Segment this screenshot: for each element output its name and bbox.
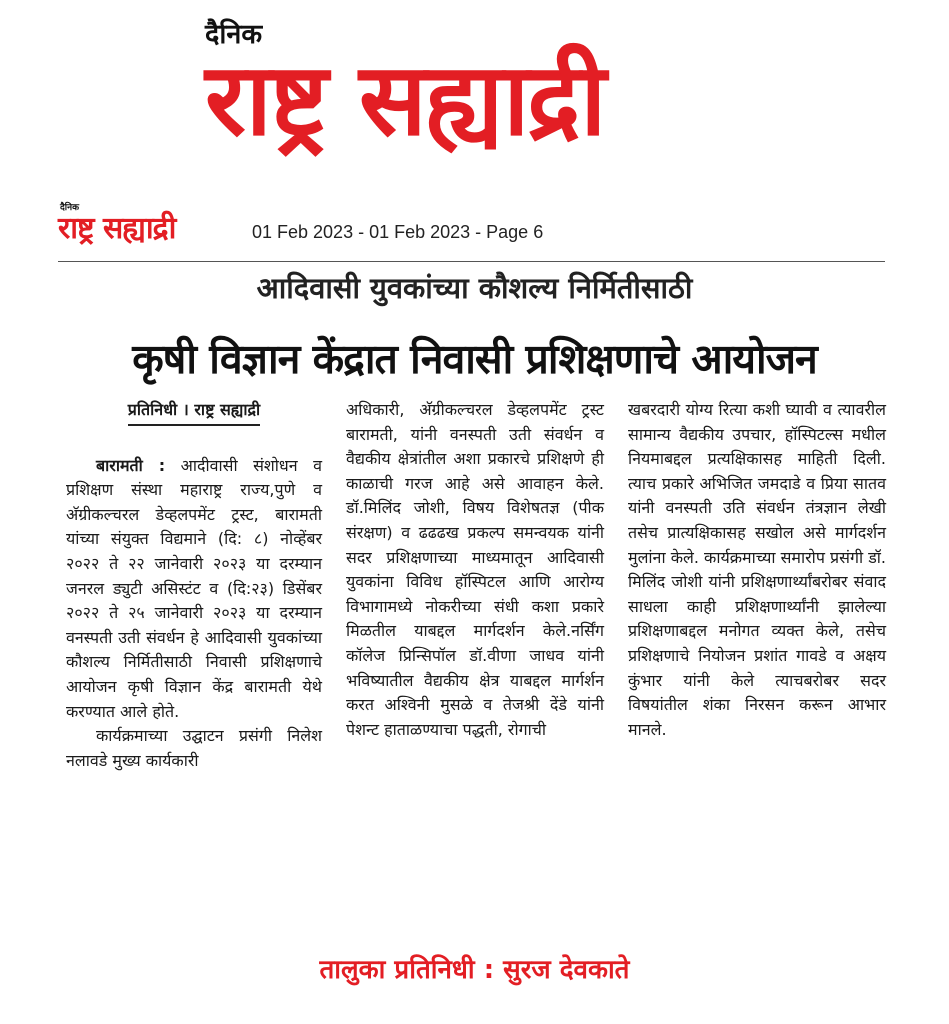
article-column-1 bbox=[66, 398, 322, 773]
headline-title: कृषी विज्ञान केंद्रात निवासी प्रशिक्षणाचे आयोजन bbox=[132, 335, 817, 383]
logo-prefix: दैनिक bbox=[60, 203, 80, 213]
paragraph-text: आदीवासी संशोधन व प्रशिक्षण संस्था महाराष्ट्र राज्य,पुणे व अ‍ॅग्रीकल्चरल डेव्हलपमेंट ट्रस्ट, बारामती यांच्या संयुक्त विद्यमाने (दि: ८) नोव्हेंबर २०२२ ते २२ जानेवारी २०२३ या दरम्यान जनरल ड्युटी असिस्टंट व (दि:२३) डिसेंबर २०२२ ते २५ जानेवारी २०२३ या दरम्यान वनस्पती उती संवर्धन हे आदिवासी युवकांच्या कौशल्य निर्मितीसाठी निवासी प्रशिक्षणाचे आयोजन कृषी विज्ञान केंद्र बारामती येथे करण्यात आले होते. bbox=[66, 455, 322, 721]
column-2-text: अधिकारी, अ‍ॅग्रीकल्चरल डेव्हलपमेंट ट्रस्ट बारामती, यांनी वनस्पती उती संवर्धन व वैद्यकीय क्षेत्रांतील अशा प्रकारचे प्रशिक्षणे ही काळाची गरज आहे असे आवाहन केले. डॉ.मिलिंद जोशी, विषय विशेषतज्ञ (पीक संरक्षण) व ढढढख प्रकल्प समन्वयक यांनी सदर प्रशिक्षणाच्या माध्यमातून आदिवासी युवकांना विविध हॉस्पिटल आणि आरोग्य विभागामध्ये नोकरीच्या संधी कशा प्रकारे मिळतील याबद्दल मार्गदर्शन केले.नर्सिंग कॉलेज प्रिन्सिपॉल डॉ.वीणा जाधव यांनी भविष्यातील वैद्यकीय क्षेत्र याबद्दल मार्गर्शन करत अश्विनी मुसळे व तेजश्री देंडे यांनी पेशन्ट हाताळण्याचा पद्धती, रोगाची bbox=[346, 400, 604, 739]
article-paragraph-1 bbox=[66, 454, 322, 725]
masthead-prefix: दैनिक bbox=[205, 19, 263, 50]
headline-subtitle: आदिवासी युवकांच्या कौशल्य निर्मितीसाठी bbox=[256, 271, 693, 305]
logo-title: राष्ट्र सह्याद्री bbox=[58, 211, 176, 246]
byline: प्रतिनिधी । राष्ट्र सह्याद्री bbox=[128, 398, 260, 426]
masthead-title: राष्ट्र सह्याद्री bbox=[205, 41, 605, 158]
divider bbox=[58, 261, 885, 262]
article-paragraph-2: कार्यक्रमाच्या उद्घाटन प्रसंगी निलेश नलावडे मुख्य कार्यकारी bbox=[66, 726, 322, 770]
article-column-2 bbox=[346, 398, 604, 742]
newspaper-logo bbox=[58, 200, 238, 252]
dateline-place: बारामती : bbox=[96, 455, 166, 475]
column-3-text: खबरदारी योग्य रित्या कशी घ्यावी व त्यावरील सामान्य वैद्यकीय उपचार, हॉस्पिटल्स मधील नियमाबद्दल प्रत्यक्षिकासह माहिती दिली. त्याच प्रकारे अभिजित जमदाडे व प्रिया सातव यांनी वनस्पती उति संवर्धन तंत्रज्ञान लेखी तसेच प्रात्यक्षिकासह सखोल असे मार्गदर्शन मुलांना केले. कार्यक्रमाच्या समारोप प्रसंगी डॉ. मिलिंद जोशी यांनी प्रशिक्षणार्थ्यांबरोबर संवाद साधला काही प्रशिक्षणार्थ्यांनी झालेल्या प्रशिक्षणाबद्दल मनोगत व्यक्त केले, तसेच प्रशिक्षणाचे नियोजन प्रशांत गावडे व अक्षय कुंभार यांनी केले त्याचबरोबर सदर विषयांतील शंका निरसन करून आभार मानले. bbox=[628, 400, 886, 739]
reporter-credit: तालुका प्रतिनिधी : सुरज देवकाते bbox=[319, 955, 630, 985]
dateline: 01 Feb 2023 - 01 Feb 2023 - Page 6 bbox=[252, 222, 544, 242]
article-column-3 bbox=[628, 398, 886, 742]
